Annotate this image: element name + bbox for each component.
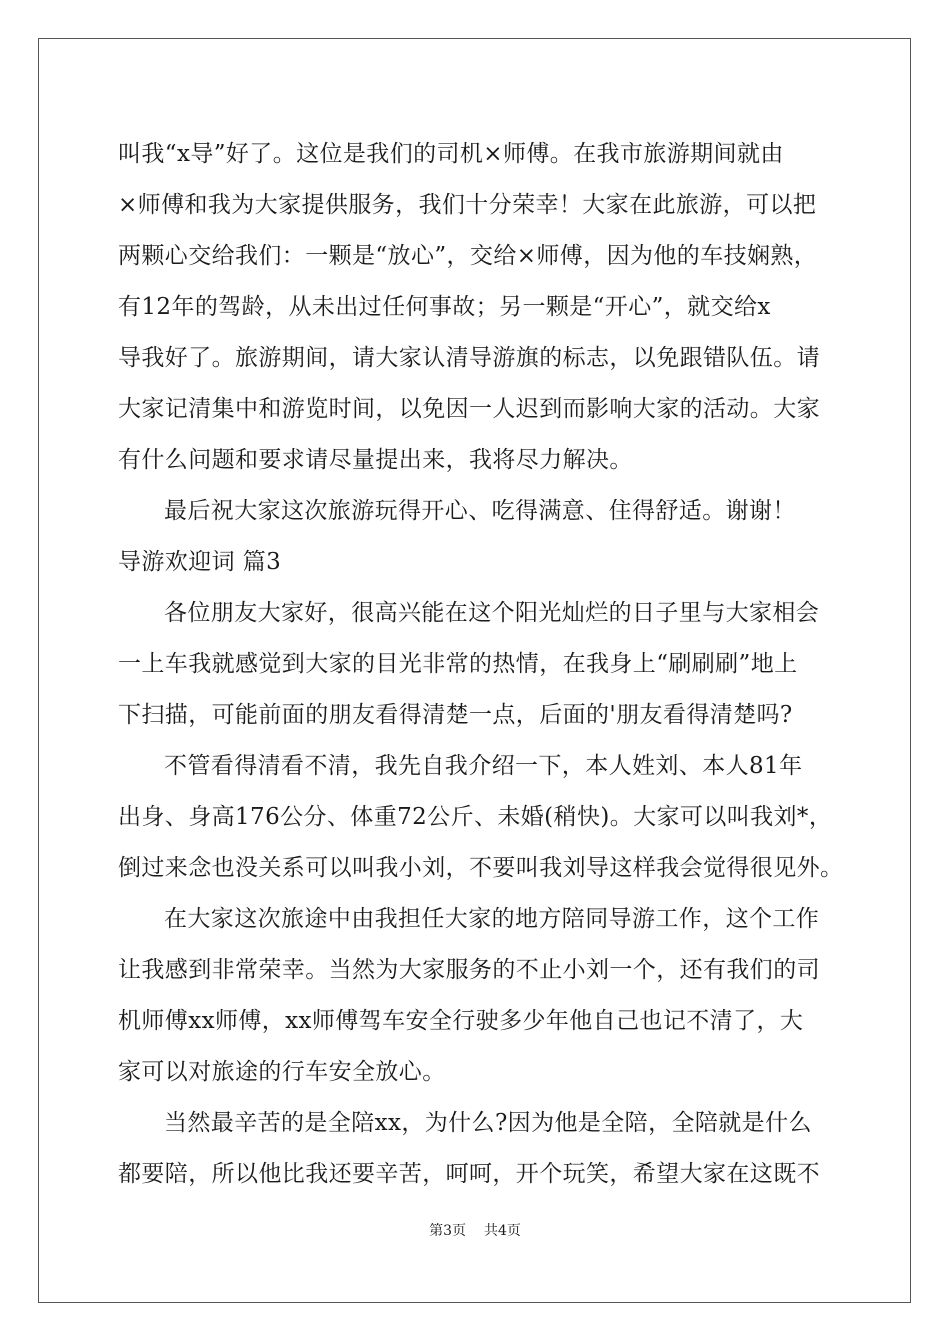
document-body (118, 129, 848, 1200)
paragraph-first-line: 不管看得清看不清，我先自我介绍一下，本人姓刘、本人81年 (164, 753, 803, 779)
page-number: 第3页 (429, 1223, 466, 1239)
section-heading: 导游欢迎词 篇3 (118, 549, 282, 575)
text-line: ×师傅和我为大家提供服务，我们十分荣幸！大家在此旅游，可以把 (118, 192, 817, 218)
text-line: 有12年的驾龄，从未出过任何事故；另一颗是“开心”，就交给x (118, 294, 771, 320)
text-line: 大家记清集中和游览时间，以免因一人迟到而影响大家的活动。大家 (118, 396, 820, 422)
paragraph-first-line: 最后祝大家这次旅游玩得开心、吃得满意、住得舒适。谢谢！ (164, 498, 796, 524)
text-line: 导我好了。旅游期间，请大家认清导游旗的标志，以免跟错队伍。请 (118, 345, 820, 371)
text-line: 家可以对旅途的行车安全放心。 (118, 1059, 446, 1085)
text-line: 有什么问题和要求请尽量提出来，我将尽力解决。 (118, 447, 633, 473)
text-line: 叫我“x导”好了。这位是我们的司机×师傅。在我市旅游期间就由 (118, 141, 784, 167)
text-line: 出身、身高176公分、体重72公斤、未婚(稍快)。大家可以叫我刘*， (118, 804, 833, 830)
page-footer (0, 1220, 950, 1240)
text-line: 倒过来念也没关系可以叫我小刘，不要叫我刘导这样我会觉得很见外。 (118, 855, 844, 881)
text-line: 一上车我就感觉到大家的目光非常的热情，在我身上“刷刷刷”地上 (118, 651, 798, 677)
text-line: 让我感到非常荣幸。当然为大家服务的不止小刘一个，还有我们的司 (118, 957, 820, 983)
page-total: 共4页 (484, 1223, 521, 1239)
text-line: 都要陪，所以他比我还要辛苦，呵呵，开个玩笑，希望大家在这既不 (118, 1161, 820, 1187)
text-line: 两颗心交给我们：一颗是“放心”，交给×师傅，因为他的车技娴熟， (118, 243, 818, 269)
paragraph-first-line: 各位朋友大家好，很高兴能在这个阳光灿烂的日子里与大家相会 (164, 600, 820, 626)
paragraph-first-line: 在大家这次旅途中由我担任大家的地方陪同导游工作，这个工作 (164, 906, 820, 932)
text-line: 机师傅xx师傅，xx师傅驾车安全行驶多少年他自己也记不清了，大 (118, 1008, 804, 1034)
paragraph-first-line: 当然最辛苦的是全陪xx，为什么?因为他是全陪，全陪就是什么 (164, 1110, 812, 1136)
text-line: 下扫描，可能前面的朋友看得清楚一点，后面的'朋友看得清楚吗? (118, 702, 793, 728)
